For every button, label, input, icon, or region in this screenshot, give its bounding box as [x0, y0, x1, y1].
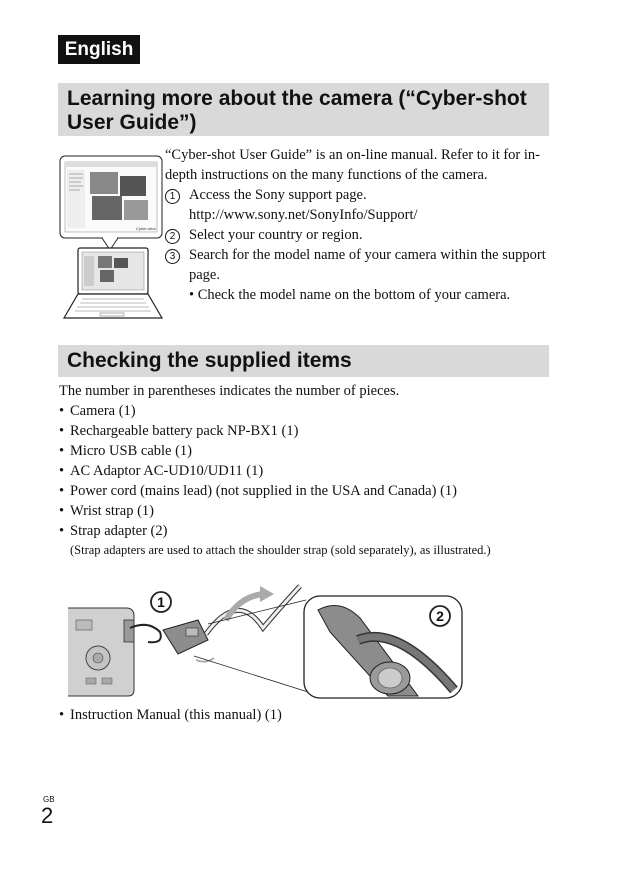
list-item: • Power cord (mains lead) (not supplied in the USA and Canada) (1) [59, 481, 559, 501]
step-number: 1 [165, 189, 180, 204]
items-list [59, 401, 559, 541]
page-number: 2 [41, 803, 54, 828]
list-item: • AC Adaptor AC-UD10/UD11 (1) [59, 461, 559, 481]
strap-adapter-illustration [68, 580, 463, 700]
section-header-user-guide [58, 83, 549, 136]
list-item-text: Instruction Manual (this manual) (1) [70, 707, 282, 723]
list-item: • Strap adapter (2) [59, 521, 559, 541]
language-tag: English [58, 35, 140, 64]
list-item: • Camera (1) [59, 401, 559, 421]
list-item-instruction-manual: • Instruction Manual (this manual) (1) [59, 707, 282, 723]
step-text: Search for the model name of your camera within the support page. [189, 247, 546, 283]
supplied-items [59, 381, 559, 559]
step-text: Access the Sony support page. [189, 187, 367, 203]
support-url[interactable]: http://www.sony.net/SonyInfo/Support/ [189, 207, 418, 223]
model-name-note: • Check the model name on the bottom of your camera. [189, 287, 511, 303]
list-item: • Wrist strap (1) [59, 501, 559, 521]
step-2 [165, 225, 555, 245]
user-guide-intro: “Cyber-shot User Guide” is an on-line manual. Refer to it for in-depth instructions on the many functions of the camera. [165, 147, 540, 183]
strap-adapter-note: (Strap adapters are used to attach the shoulder strap (sold separately), as illustrated.) [70, 543, 491, 557]
step-3 [165, 245, 555, 285]
section-title: Checking the supplied items [67, 349, 352, 372]
list-item: • Micro USB cable (1) [59, 441, 559, 461]
step-text: Select your country or region. [189, 227, 363, 243]
laptop-user-guide-illustration [58, 150, 164, 325]
section-header-supplied-items [58, 345, 549, 377]
page-region-code: GB [43, 795, 55, 804]
items-intro: The number in parentheses indicates the number of pieces. [59, 383, 400, 399]
figure-label-2: 2 [436, 608, 444, 624]
step-number: 2 [165, 229, 180, 244]
step-1 [165, 185, 555, 225]
illustration-caption: Cyber-shot [136, 226, 156, 231]
step-number: 3 [165, 249, 180, 264]
user-guide-text [165, 145, 555, 305]
section-title: Learning more about the camera (“Cyber-shot User Guide”) [67, 87, 527, 134]
list-item: • Rechargeable battery pack NP-BX1 (1) [59, 421, 559, 441]
figure-label-1: 1 [157, 594, 165, 610]
